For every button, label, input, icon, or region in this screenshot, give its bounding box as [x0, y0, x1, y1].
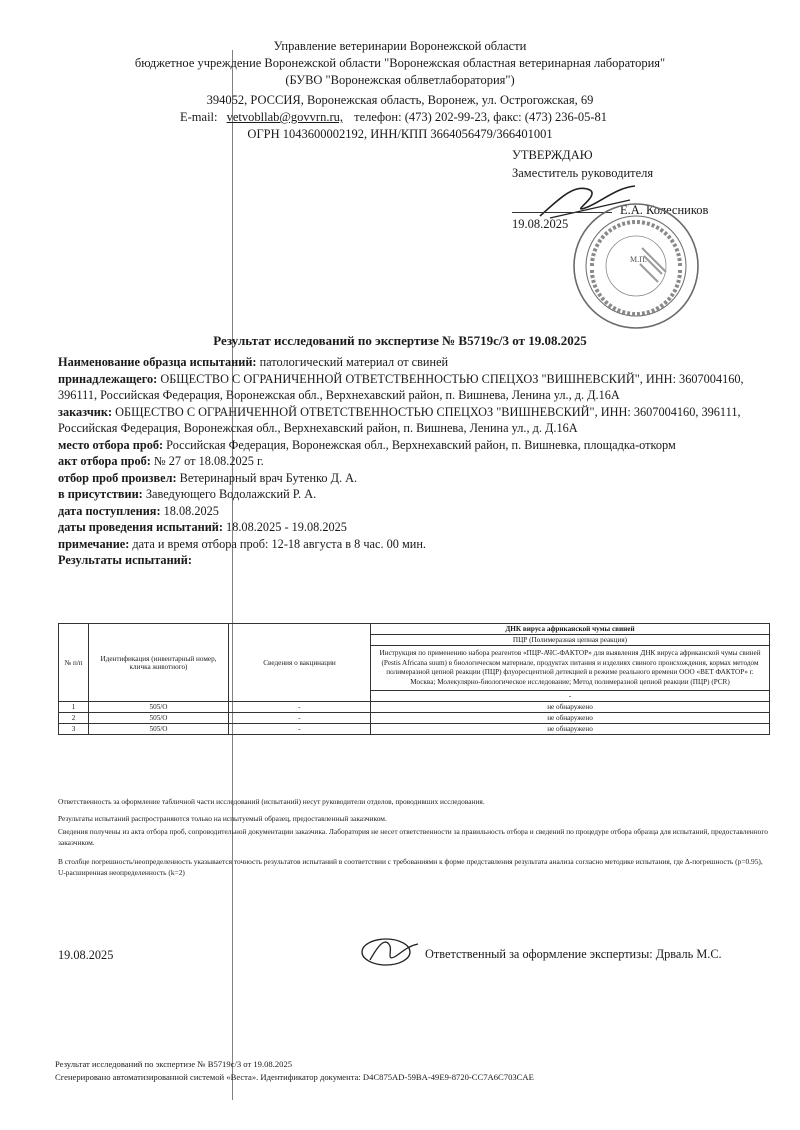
header-num: № п/п: [59, 624, 89, 702]
header-identification: Идентификация (инвентарный номер, кличка животного): [89, 624, 229, 702]
info-row-customer: [58, 404, 758, 437]
cell-id: 505/О: [89, 713, 229, 724]
header-address: 394052, РОССИЯ, Воронежская область, Воронеж, ул. Острогожская, 69: [206, 93, 594, 107]
info-label: Наименование образца испытаний:: [58, 355, 257, 369]
header-method-long: Инструкция по применению набора реагентов «ПЦР-АЧС-ФАКТОР» для выявления ДНК вируса африканской чумы свиней (Pestis Africana suum) в биологическом материале, продуктах питания и изделиях свиного происхождения, кормах методом полимеразной цепной реакции (ПЦР) флуоресцентной детекцией в режиме реального времени ООО «ВЕТ ФАКТОР» г. Москва; Молекулярно-биологическое исследование; Метод полимеразной цепной реакции (ПЦР) (PCR): [371, 646, 770, 691]
document-title: Результат исследований по экспертизе № В5719с/3 от 19.08.2025: [213, 333, 587, 348]
approval-date: 19.08.2025: [512, 217, 569, 231]
header-dash: -: [371, 691, 770, 702]
info-label: заказчик:: [58, 404, 113, 419]
info-value: Заведующего Водолажский Р. А.: [142, 487, 317, 501]
info-row-owner: [58, 371, 758, 404]
header-short-name: (БУВО "Воронежская облветлаборатория"): [285, 73, 515, 87]
info-value: ОБЩЕСТВО С ОГРАНИЧЕННОЙ ОТВЕТСТВЕННОСТЬЮ СПЕЦХОЗ "ВИШНЕВСКИЙ", ИНН: 3607004160, 396111, Российская Федерация, Воронежская обл., Верхнехавский район, п. Вишнева, Ленина ул., д. Д.16А: [58, 371, 744, 402]
info-label: даты проведения испытаний:: [58, 520, 223, 534]
note-responsibility: Ответственность за оформление табличной части исследований (испытаний) несут руководители отделов, проводивших исследования.: [58, 797, 485, 806]
info-label: в присутствии:: [58, 487, 143, 501]
responsible-signature: [356, 932, 422, 972]
info-row-sample: [58, 354, 758, 371]
info-value: 18.08.2025: [160, 503, 219, 518]
cell-num: 2: [59, 713, 89, 724]
cell-result: не обнаружено: [371, 702, 770, 713]
approval-label: УТВЕРЖДАЮ: [512, 148, 593, 162]
cell-info: -: [229, 702, 371, 713]
info-label: отбор проб произвел:: [58, 470, 177, 485]
info-row-sampler: [58, 470, 758, 487]
round-seal-stamp: [570, 200, 702, 332]
email-link[interactable]: vetvobllab@govvrn.ru,: [226, 110, 343, 124]
note-scope: Результаты испытаний распространяются только на испытуемый образец, предоставленный заказчиком.: [58, 814, 387, 823]
results-table: [58, 623, 770, 735]
info-value: патологический материал от свиней: [256, 355, 449, 369]
info-label: дата поступления:: [58, 503, 161, 518]
note-uncertainty: В столбце погрешность/неопределенность указывается точность результатов испытаний в соответствии с требованиями к форме представления результата анализа согласно методике испытания, где Δ-погрешность (p=0.95), U-расширенная неопределенность (k=2): [58, 857, 763, 877]
cell-num: 1: [59, 702, 89, 713]
bottom-doc-ref: Результат исследований по экспертизе № В5719с/3 от 19.08.2025: [55, 1059, 293, 1069]
header-contacts: [180, 109, 607, 126]
info-row-results-heading: [58, 552, 758, 569]
info-row-test-dates: [58, 519, 758, 536]
table-row: [59, 713, 770, 724]
footer-date: 19.08.2025: [58, 948, 114, 962]
header-authority: Управление ветеринарии Воронежской области: [273, 39, 527, 53]
info-row-note: [58, 536, 758, 553]
info-value: дата и время отбора проб: 12-18 августа в 8 час. 00 мин.: [129, 536, 426, 551]
table-row: [59, 702, 770, 713]
footer-responsible: Ответственный за оформление экспертизы: Дрваль М.С.: [425, 947, 722, 961]
cell-id: 505/О: [89, 702, 229, 713]
info-value: ОБЩЕСТВО С ОГРАНИЧЕННОЙ ОТВЕТСТВЕННОСТЬЮ СПЕЦХОЗ "ВИШНЕВСКИЙ", ИНН: 3607004160, 396111, Российская Федерация, Воронежская обл., Верхнехавский район, п. Вишнева, Ленина ул., д. Д.16А: [58, 404, 741, 435]
info-row-sampling-act: [58, 453, 758, 470]
info-label: примечание:: [58, 536, 130, 551]
cell-id: 505/О: [89, 724, 229, 735]
sample-info: [58, 354, 758, 569]
bottom-doc-id: Сгенерировано автоматизированной системой «Веста». Идентификатор документа: D4C875AD-59BA-49E9-8720-CC7A6C703CAE: [55, 1072, 534, 1082]
info-label: место отбора проб:: [58, 437, 164, 452]
info-value: Ветеринарный врач Бутенко Д. А.: [176, 470, 358, 485]
table-row: [59, 724, 770, 735]
header-group: ДНК вируса африканской чумы свиней: [371, 624, 770, 635]
cell-info: -: [229, 724, 371, 735]
header-institution: бюджетное учреждение Воронежской области "Воронежская областная ветеринарная лаборатория": [134, 56, 666, 70]
cell-num: 3: [59, 724, 89, 735]
info-row-presence: [58, 486, 758, 503]
scan-line: [232, 50, 233, 1100]
info-value: № 27 от 18.08.2025 г.: [150, 454, 264, 468]
cell-info: -: [229, 713, 371, 724]
info-label: принадлежащего:: [58, 371, 158, 386]
note-source: Сведения получены из акта отбора проб, сопроводительной документации заказчика. Лаборатория не несет ответственности за правильность отбора и сведений по процедуре отбора образца для испытаний, предоставленного заказчиком.: [58, 827, 768, 847]
email-label: E-mail:: [180, 110, 218, 124]
header-vaccination: Сведения о вакцинации: [229, 624, 371, 702]
info-label: Результаты испытаний:: [58, 553, 192, 567]
info-label: акт отбора проб:: [58, 454, 151, 468]
approval-name: Е.А. Колесников: [620, 203, 709, 217]
approval-position: Заместитель руководителя: [512, 166, 654, 180]
header-ogrn: ОГРН 1043600002192, ИНН/КПП 3664056479/366401001: [247, 127, 553, 141]
info-value: Российская Федерация, Воронежская обл., Верхнехавский район, п. Вишневка, площадка-откорм: [163, 437, 676, 452]
info-row-sampling-place: [58, 437, 758, 454]
cell-result: не обнаружено: [371, 724, 770, 735]
info-row-receipt-date: [58, 503, 758, 520]
cell-result: не обнаружено: [371, 713, 770, 724]
info-value: 18.08.2025 - 19.08.2025: [222, 520, 347, 534]
stamp-center-text: М.П.: [630, 255, 647, 264]
header-method-short: ПЦР (Полимеразная цепная реакция): [371, 635, 770, 646]
phones: телефон: (473) 202-99-23, факс: (473) 236-05-81: [354, 110, 608, 124]
